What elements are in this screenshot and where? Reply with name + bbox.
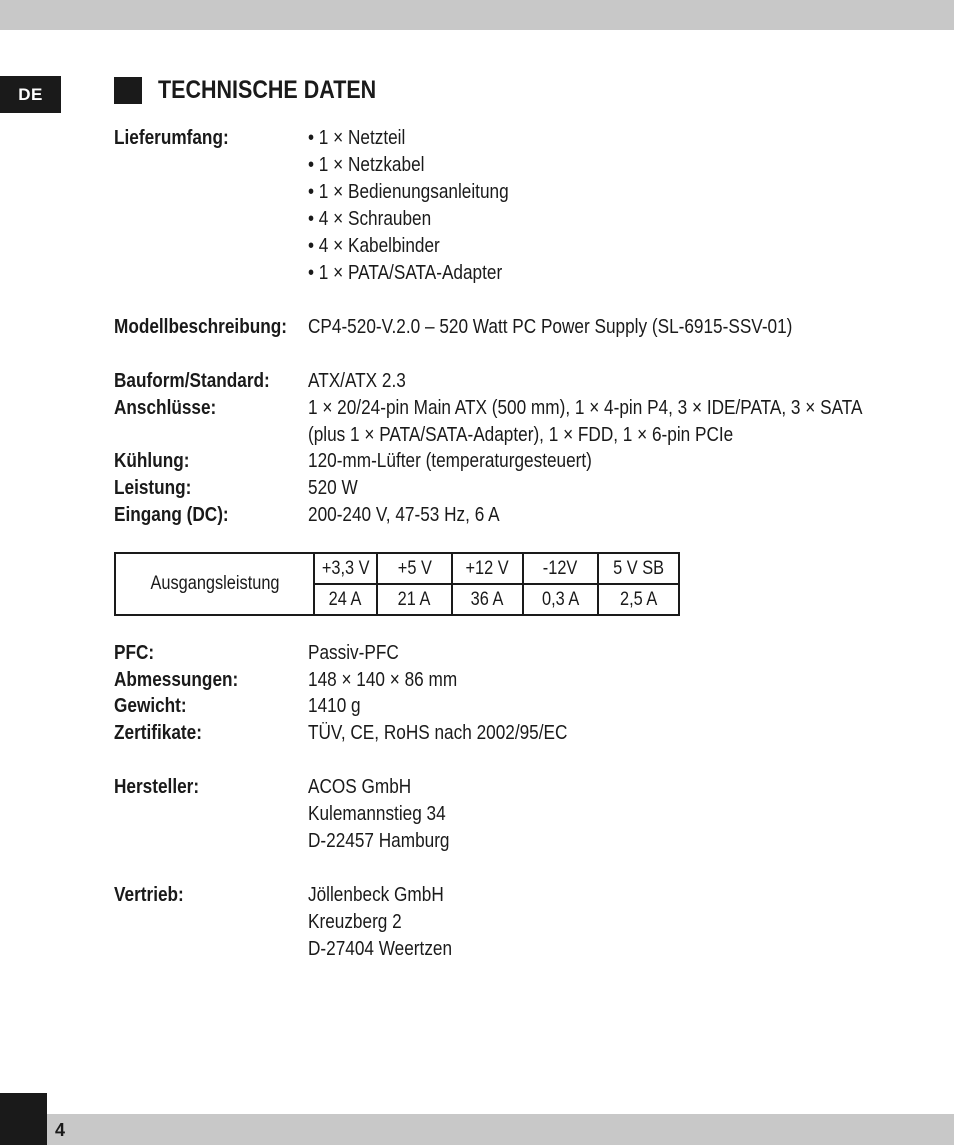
- voltage-cell: +5 V: [377, 553, 452, 584]
- label-gewicht: Gewicht:: [114, 695, 187, 717]
- top-bar: [0, 0, 954, 30]
- voltage-cell: 5 V SB: [598, 553, 679, 584]
- current-cell: 21 A: [377, 584, 452, 615]
- output-table: [114, 552, 680, 616]
- value-zertifikate: TÜV, CE, RoHS nach 2002/95/EC: [308, 722, 568, 744]
- current-cell: 36 A: [452, 584, 523, 615]
- label-vertrieb: Vertrieb:: [114, 884, 184, 906]
- label-bauform: Bauform/Standard:: [114, 370, 270, 392]
- value-pfc: Passiv-PFC: [308, 642, 399, 664]
- bottom-bar: [0, 1114, 954, 1145]
- table-row-label: Ausgangsleistung: [115, 553, 314, 615]
- label-hersteller: Hersteller:: [114, 776, 200, 798]
- current-cell: 2,5 A: [598, 584, 679, 615]
- list-item: • 4 × Schrauben: [308, 208, 432, 230]
- label-zertifikate: Zertifikate:: [114, 722, 202, 744]
- list-item: • 1 × Bedienungsanleitung: [308, 181, 509, 203]
- list-item: • 4 × Kabelbinder: [308, 235, 440, 257]
- address-line: Kreuzberg 2: [308, 911, 402, 933]
- value-bauform: ATX/ATX 2.3: [308, 370, 406, 392]
- value-anschluesse-line: (plus 1 × PATA/SATA-Adapter), 1 × FDD, 1 × 6-pin PCIe: [308, 424, 734, 446]
- label-kuehlung: Kühlung:: [114, 450, 190, 472]
- page-number: 4: [55, 1120, 66, 1140]
- address-line: Kulemannstieg 34: [308, 803, 446, 825]
- voltage-cell: +3,3 V: [314, 553, 377, 584]
- current-cell: 0,3 A: [523, 584, 598, 615]
- value-anschluesse-line: 1 × 20/24-pin Main ATX (500 mm), 1 × 4-pin P4, 3 × IDE/PATA, 3 × SATA: [308, 397, 863, 419]
- section-marker: [114, 77, 142, 104]
- address-line: ACOS GmbH: [308, 776, 412, 798]
- value-kuehlung: 120-mm-Lüfter (temperaturgesteuert): [308, 450, 592, 472]
- value-modellbeschreibung: CP4-520-V.2.0 – 520 Watt PC Power Supply (SL-6915-SSV-01): [308, 316, 793, 338]
- address-line: D-27404 Weertzen: [308, 938, 453, 960]
- label-pfc: PFC:: [114, 642, 155, 664]
- label-modellbeschreibung: Modellbeschreibung:: [114, 316, 287, 338]
- value-gewicht: 1410 g: [308, 695, 361, 717]
- list-item: • 1 × Netzteil: [308, 127, 406, 149]
- section-title: TECHNISCHE DATEN: [158, 76, 377, 104]
- label-anschluesse: Anschlüsse:: [114, 397, 217, 419]
- address-line: D-22457 Hamburg: [308, 830, 450, 852]
- voltage-cell: -12V: [523, 553, 598, 584]
- list-item: • 1 × Netzkabel: [308, 154, 425, 176]
- table-row: [115, 553, 679, 584]
- list-item: • 1 × PATA/SATA-Adapter: [308, 262, 503, 284]
- value-leistung: 520 W: [308, 477, 358, 499]
- language-tab: DE: [0, 76, 61, 113]
- address-line: Jöllenbeck GmbH: [308, 884, 444, 906]
- value-abmessungen: 148 × 140 × 86 mm: [308, 669, 458, 691]
- voltage-cell: +12 V: [452, 553, 523, 584]
- label-lieferumfang: Lieferumfang:: [114, 127, 229, 149]
- current-cell: 24 A: [314, 584, 377, 615]
- label-eingang: Eingang (DC):: [114, 504, 229, 526]
- page-marker: [0, 1093, 47, 1145]
- value-eingang: 200-240 V, 47-53 Hz, 6 A: [308, 504, 500, 526]
- label-abmessungen: Abmessungen:: [114, 669, 239, 691]
- label-leistung: Leistung:: [114, 477, 192, 499]
